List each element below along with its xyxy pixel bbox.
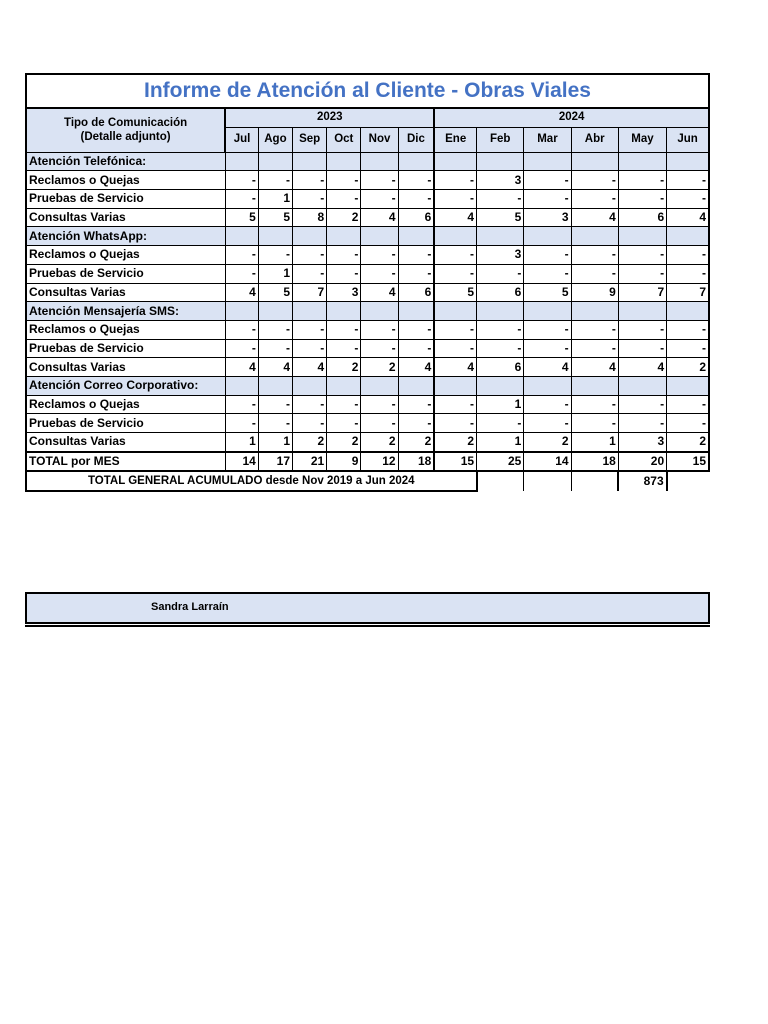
- section-blank-cell: [524, 302, 571, 321]
- value-cell: 2: [327, 358, 361, 377]
- value-cell: -: [524, 171, 571, 190]
- value-cell: -: [293, 414, 327, 433]
- value-cell: 6: [477, 283, 524, 302]
- section-header-row: [26, 227, 709, 246]
- row-label: Pruebas de Servicio: [26, 339, 225, 358]
- value-cell: -: [434, 339, 476, 358]
- total-cell: 14: [225, 452, 258, 472]
- data-row: [26, 264, 709, 283]
- value-cell: 1: [225, 433, 258, 452]
- month-ene: Ene: [434, 127, 476, 152]
- value-cell: 2: [667, 433, 709, 452]
- value-cell: 1: [258, 433, 292, 452]
- value-cell: 5: [434, 283, 476, 302]
- value-cell: 4: [225, 283, 258, 302]
- value-cell: -: [434, 320, 476, 339]
- value-cell: -: [571, 339, 618, 358]
- value-cell: -: [398, 414, 434, 433]
- section-blank-cell: [434, 227, 476, 246]
- section-title: Atención WhatsApp:: [26, 227, 225, 246]
- section-header-row: [26, 152, 709, 171]
- value-cell: -: [618, 246, 666, 265]
- value-cell: 2: [398, 433, 434, 452]
- value-cell: -: [667, 246, 709, 265]
- accumulated-row: [26, 471, 709, 491]
- value-cell: 3: [618, 433, 666, 452]
- total-cell: 15: [434, 452, 476, 472]
- section-blank-cell: [571, 302, 618, 321]
- value-cell: 4: [258, 358, 292, 377]
- section-blank-cell: [434, 302, 476, 321]
- section-blank-cell: [667, 376, 709, 395]
- section-blank-cell: [477, 302, 524, 321]
- month-abr: Abr: [571, 127, 618, 152]
- value-cell: 2: [361, 358, 398, 377]
- total-cell: 21: [293, 452, 327, 472]
- section-blank-cell: [293, 376, 327, 395]
- data-row: [26, 190, 709, 209]
- value-cell: 3: [477, 171, 524, 190]
- section-blank-cell: [434, 152, 476, 171]
- value-cell: 7: [618, 283, 666, 302]
- total-cell: 14: [524, 452, 571, 472]
- row-label: Pruebas de Servicio: [26, 264, 225, 283]
- data-row: [26, 246, 709, 265]
- section-blank-cell: [398, 376, 434, 395]
- section-blank-cell: [477, 376, 524, 395]
- section-blank-cell: [361, 302, 398, 321]
- value-cell: 3: [327, 283, 361, 302]
- value-cell: -: [293, 264, 327, 283]
- value-cell: -: [571, 190, 618, 209]
- value-cell: -: [225, 320, 258, 339]
- value-cell: 1: [258, 190, 292, 209]
- value-cell: -: [361, 246, 398, 265]
- value-cell: -: [667, 395, 709, 414]
- value-cell: 5: [477, 208, 524, 227]
- header-label: Tipo de Comunicación (Detalle adjunto): [26, 109, 225, 153]
- month-may: May: [618, 127, 666, 152]
- value-cell: 1: [571, 433, 618, 452]
- section-blank-cell: [618, 302, 666, 321]
- section-blank-cell: [618, 152, 666, 171]
- value-cell: 6: [618, 208, 666, 227]
- value-cell: -: [327, 339, 361, 358]
- value-cell: -: [293, 190, 327, 209]
- data-row: [26, 208, 709, 227]
- row-label: Consultas Varias: [26, 283, 225, 302]
- value-cell: -: [293, 171, 327, 190]
- value-cell: -: [258, 339, 292, 358]
- value-cell: -: [327, 264, 361, 283]
- value-cell: -: [477, 339, 524, 358]
- signature-box: [25, 592, 710, 624]
- value-cell: -: [398, 339, 434, 358]
- section-blank-cell: [225, 302, 258, 321]
- section-blank-cell: [398, 227, 434, 246]
- section-blank-cell: [667, 302, 709, 321]
- value-cell: 2: [434, 433, 476, 452]
- total-cell: 18: [571, 452, 618, 472]
- row-label: Pruebas de Servicio: [26, 190, 225, 209]
- section-blank-cell: [361, 376, 398, 395]
- value-cell: 2: [361, 433, 398, 452]
- section-blank-cell: [327, 152, 361, 171]
- value-cell: -: [618, 414, 666, 433]
- section-blank-cell: [667, 227, 709, 246]
- year-2024: 2024: [434, 109, 709, 128]
- section-blank-cell: [571, 152, 618, 171]
- value-cell: -: [327, 171, 361, 190]
- section-blank-cell: [571, 227, 618, 246]
- row-label: Reclamos o Quejas: [26, 395, 225, 414]
- value-cell: -: [361, 171, 398, 190]
- value-cell: -: [327, 320, 361, 339]
- value-cell: -: [258, 395, 292, 414]
- month-feb: Feb: [477, 127, 524, 152]
- value-cell: 1: [477, 433, 524, 452]
- value-cell: 4: [571, 358, 618, 377]
- data-row: [26, 414, 709, 433]
- section-blank-cell: [524, 152, 571, 171]
- value-cell: -: [361, 339, 398, 358]
- value-cell: 3: [477, 246, 524, 265]
- value-cell: -: [618, 264, 666, 283]
- value-cell: -: [225, 414, 258, 433]
- value-cell: -: [524, 339, 571, 358]
- signature-underline: [25, 625, 710, 628]
- value-cell: -: [398, 320, 434, 339]
- value-cell: -: [225, 339, 258, 358]
- value-cell: -: [667, 264, 709, 283]
- value-cell: 1: [477, 395, 524, 414]
- section-blank-cell: [327, 227, 361, 246]
- value-cell: 6: [398, 208, 434, 227]
- value-cell: 8: [293, 208, 327, 227]
- row-label: Consultas Varias: [26, 358, 225, 377]
- data-row: [26, 395, 709, 414]
- row-label: Consultas Varias: [26, 433, 225, 452]
- value-cell: 2: [327, 433, 361, 452]
- section-header-row: [26, 302, 709, 321]
- value-cell: 7: [667, 283, 709, 302]
- value-cell: -: [398, 171, 434, 190]
- accumulated-value: 873: [618, 471, 666, 491]
- value-cell: -: [434, 395, 476, 414]
- value-cell: -: [524, 264, 571, 283]
- value-cell: -: [618, 339, 666, 358]
- value-cell: -: [327, 414, 361, 433]
- value-cell: -: [258, 414, 292, 433]
- signature-name: Sandra Larraín: [151, 601, 229, 613]
- section-blank-cell: [225, 376, 258, 395]
- section-blank-cell: [361, 152, 398, 171]
- value-cell: -: [361, 320, 398, 339]
- total-cell: 12: [361, 452, 398, 472]
- value-cell: -: [225, 190, 258, 209]
- total-cell: 18: [398, 452, 434, 472]
- total-cell: 15: [667, 452, 709, 472]
- section-title: Atención Correo Corporativo:: [26, 376, 225, 395]
- value-cell: -: [618, 171, 666, 190]
- section-blank-cell: [667, 152, 709, 171]
- value-cell: 4: [667, 208, 709, 227]
- value-cell: -: [477, 264, 524, 283]
- value-cell: -: [225, 395, 258, 414]
- value-cell: 5: [258, 208, 292, 227]
- value-cell: -: [524, 320, 571, 339]
- value-cell: 4: [361, 283, 398, 302]
- section-blank-cell: [398, 152, 434, 171]
- value-cell: -: [571, 320, 618, 339]
- value-cell: -: [618, 320, 666, 339]
- value-cell: 4: [293, 358, 327, 377]
- month-dic: Dic: [398, 127, 434, 152]
- value-cell: -: [618, 190, 666, 209]
- section-blank-cell: [327, 302, 361, 321]
- value-cell: -: [398, 395, 434, 414]
- value-cell: 4: [618, 358, 666, 377]
- value-cell: -: [571, 395, 618, 414]
- section-blank-cell: [434, 376, 476, 395]
- section-blank-cell: [327, 376, 361, 395]
- value-cell: -: [293, 246, 327, 265]
- section-blank-cell: [477, 152, 524, 171]
- month-jun: Jun: [667, 127, 709, 152]
- section-blank-cell: [398, 302, 434, 321]
- value-cell: -: [225, 246, 258, 265]
- value-cell: 2: [524, 433, 571, 452]
- section-blank-cell: [258, 376, 292, 395]
- section-blank-cell: [293, 152, 327, 171]
- value-cell: 5: [524, 283, 571, 302]
- value-cell: -: [398, 264, 434, 283]
- section-blank-cell: [258, 302, 292, 321]
- value-cell: 4: [524, 358, 571, 377]
- header-years-row: [26, 109, 709, 128]
- value-cell: -: [524, 395, 571, 414]
- data-row: [26, 433, 709, 452]
- total-cell: 17: [258, 452, 292, 472]
- section-blank-cell: [293, 302, 327, 321]
- total-cell: 25: [477, 452, 524, 472]
- value-cell: 4: [434, 358, 476, 377]
- value-cell: 9: [571, 283, 618, 302]
- row-label: Reclamos o Quejas: [26, 171, 225, 190]
- value-cell: 4: [361, 208, 398, 227]
- value-cell: 2: [327, 208, 361, 227]
- accumulated-blank-cell: [524, 471, 571, 491]
- value-cell: 3: [524, 208, 571, 227]
- section-blank-cell: [477, 227, 524, 246]
- total-cell: 9: [327, 452, 361, 472]
- value-cell: -: [293, 339, 327, 358]
- value-cell: -: [571, 264, 618, 283]
- section-blank-cell: [618, 376, 666, 395]
- section-header-row: [26, 376, 709, 395]
- value-cell: -: [477, 414, 524, 433]
- section-title: Atención Mensajería SMS:: [26, 302, 225, 321]
- value-cell: -: [667, 190, 709, 209]
- value-cell: -: [618, 395, 666, 414]
- month-ago: Ago: [258, 127, 292, 152]
- month-oct: Oct: [327, 127, 361, 152]
- value-cell: -: [524, 246, 571, 265]
- month-sep: Sep: [293, 127, 327, 152]
- value-cell: 7: [293, 283, 327, 302]
- value-cell: 6: [477, 358, 524, 377]
- year-2023: 2023: [225, 109, 434, 128]
- value-cell: -: [667, 320, 709, 339]
- month-nov: Nov: [361, 127, 398, 152]
- value-cell: -: [667, 171, 709, 190]
- total-cell: 20: [618, 452, 666, 472]
- data-row: [26, 358, 709, 377]
- value-cell: -: [293, 320, 327, 339]
- value-cell: -: [398, 190, 434, 209]
- value-cell: -: [361, 264, 398, 283]
- section-blank-cell: [293, 227, 327, 246]
- value-cell: -: [477, 320, 524, 339]
- value-cell: -: [434, 414, 476, 433]
- value-cell: -: [258, 171, 292, 190]
- value-cell: -: [524, 414, 571, 433]
- value-cell: -: [361, 395, 398, 414]
- value-cell: -: [398, 246, 434, 265]
- row-label: Reclamos o Quejas: [26, 246, 225, 265]
- data-row: [26, 171, 709, 190]
- row-label: Consultas Varias: [26, 208, 225, 227]
- value-cell: -: [361, 414, 398, 433]
- value-cell: -: [477, 190, 524, 209]
- value-cell: -: [571, 171, 618, 190]
- total-row: [26, 452, 709, 472]
- value-cell: 5: [225, 208, 258, 227]
- section-blank-cell: [225, 152, 258, 171]
- value-cell: -: [434, 246, 476, 265]
- value-cell: -: [434, 264, 476, 283]
- value-cell: 2: [667, 358, 709, 377]
- value-cell: 4: [571, 208, 618, 227]
- value-cell: -: [361, 190, 398, 209]
- section-blank-cell: [361, 227, 398, 246]
- value-cell: 5: [258, 283, 292, 302]
- value-cell: -: [434, 190, 476, 209]
- data-row: [26, 339, 709, 358]
- row-label: Pruebas de Servicio: [26, 414, 225, 433]
- section-blank-cell: [258, 227, 292, 246]
- report-title: Informe de Atención al Cliente - Obras Viales: [25, 73, 710, 109]
- section-blank-cell: [618, 227, 666, 246]
- value-cell: 6: [398, 283, 434, 302]
- section-blank-cell: [571, 376, 618, 395]
- section-blank-cell: [524, 227, 571, 246]
- value-cell: -: [571, 246, 618, 265]
- report-table: [25, 108, 710, 492]
- value-cell: -: [293, 395, 327, 414]
- value-cell: -: [258, 320, 292, 339]
- value-cell: -: [225, 171, 258, 190]
- section-blank-cell: [225, 227, 258, 246]
- value-cell: -: [667, 414, 709, 433]
- value-cell: 4: [225, 358, 258, 377]
- section-title: Atención Telefónica:: [26, 152, 225, 171]
- data-row: [26, 320, 709, 339]
- value-cell: -: [327, 246, 361, 265]
- total-label: TOTAL por MES: [26, 452, 225, 472]
- month-jul: Jul: [225, 127, 258, 152]
- value-cell: -: [524, 190, 571, 209]
- data-row: [26, 283, 709, 302]
- value-cell: -: [258, 246, 292, 265]
- accumulated-blank-cell: [477, 471, 524, 491]
- value-cell: -: [225, 264, 258, 283]
- row-label: Reclamos o Quejas: [26, 320, 225, 339]
- value-cell: -: [327, 395, 361, 414]
- section-blank-cell: [258, 152, 292, 171]
- month-mar: Mar: [524, 127, 571, 152]
- section-blank-cell: [524, 376, 571, 395]
- value-cell: -: [667, 339, 709, 358]
- accumulated-blank-cell: [571, 471, 618, 491]
- value-cell: 4: [398, 358, 434, 377]
- value-cell: 1: [258, 264, 292, 283]
- value-cell: -: [434, 171, 476, 190]
- value-cell: 2: [293, 433, 327, 452]
- value-cell: -: [327, 190, 361, 209]
- value-cell: 4: [434, 208, 476, 227]
- accumulated-label: TOTAL GENERAL ACUMULADO desde Nov 2019 a Jun 2024: [26, 471, 477, 491]
- value-cell: -: [571, 414, 618, 433]
